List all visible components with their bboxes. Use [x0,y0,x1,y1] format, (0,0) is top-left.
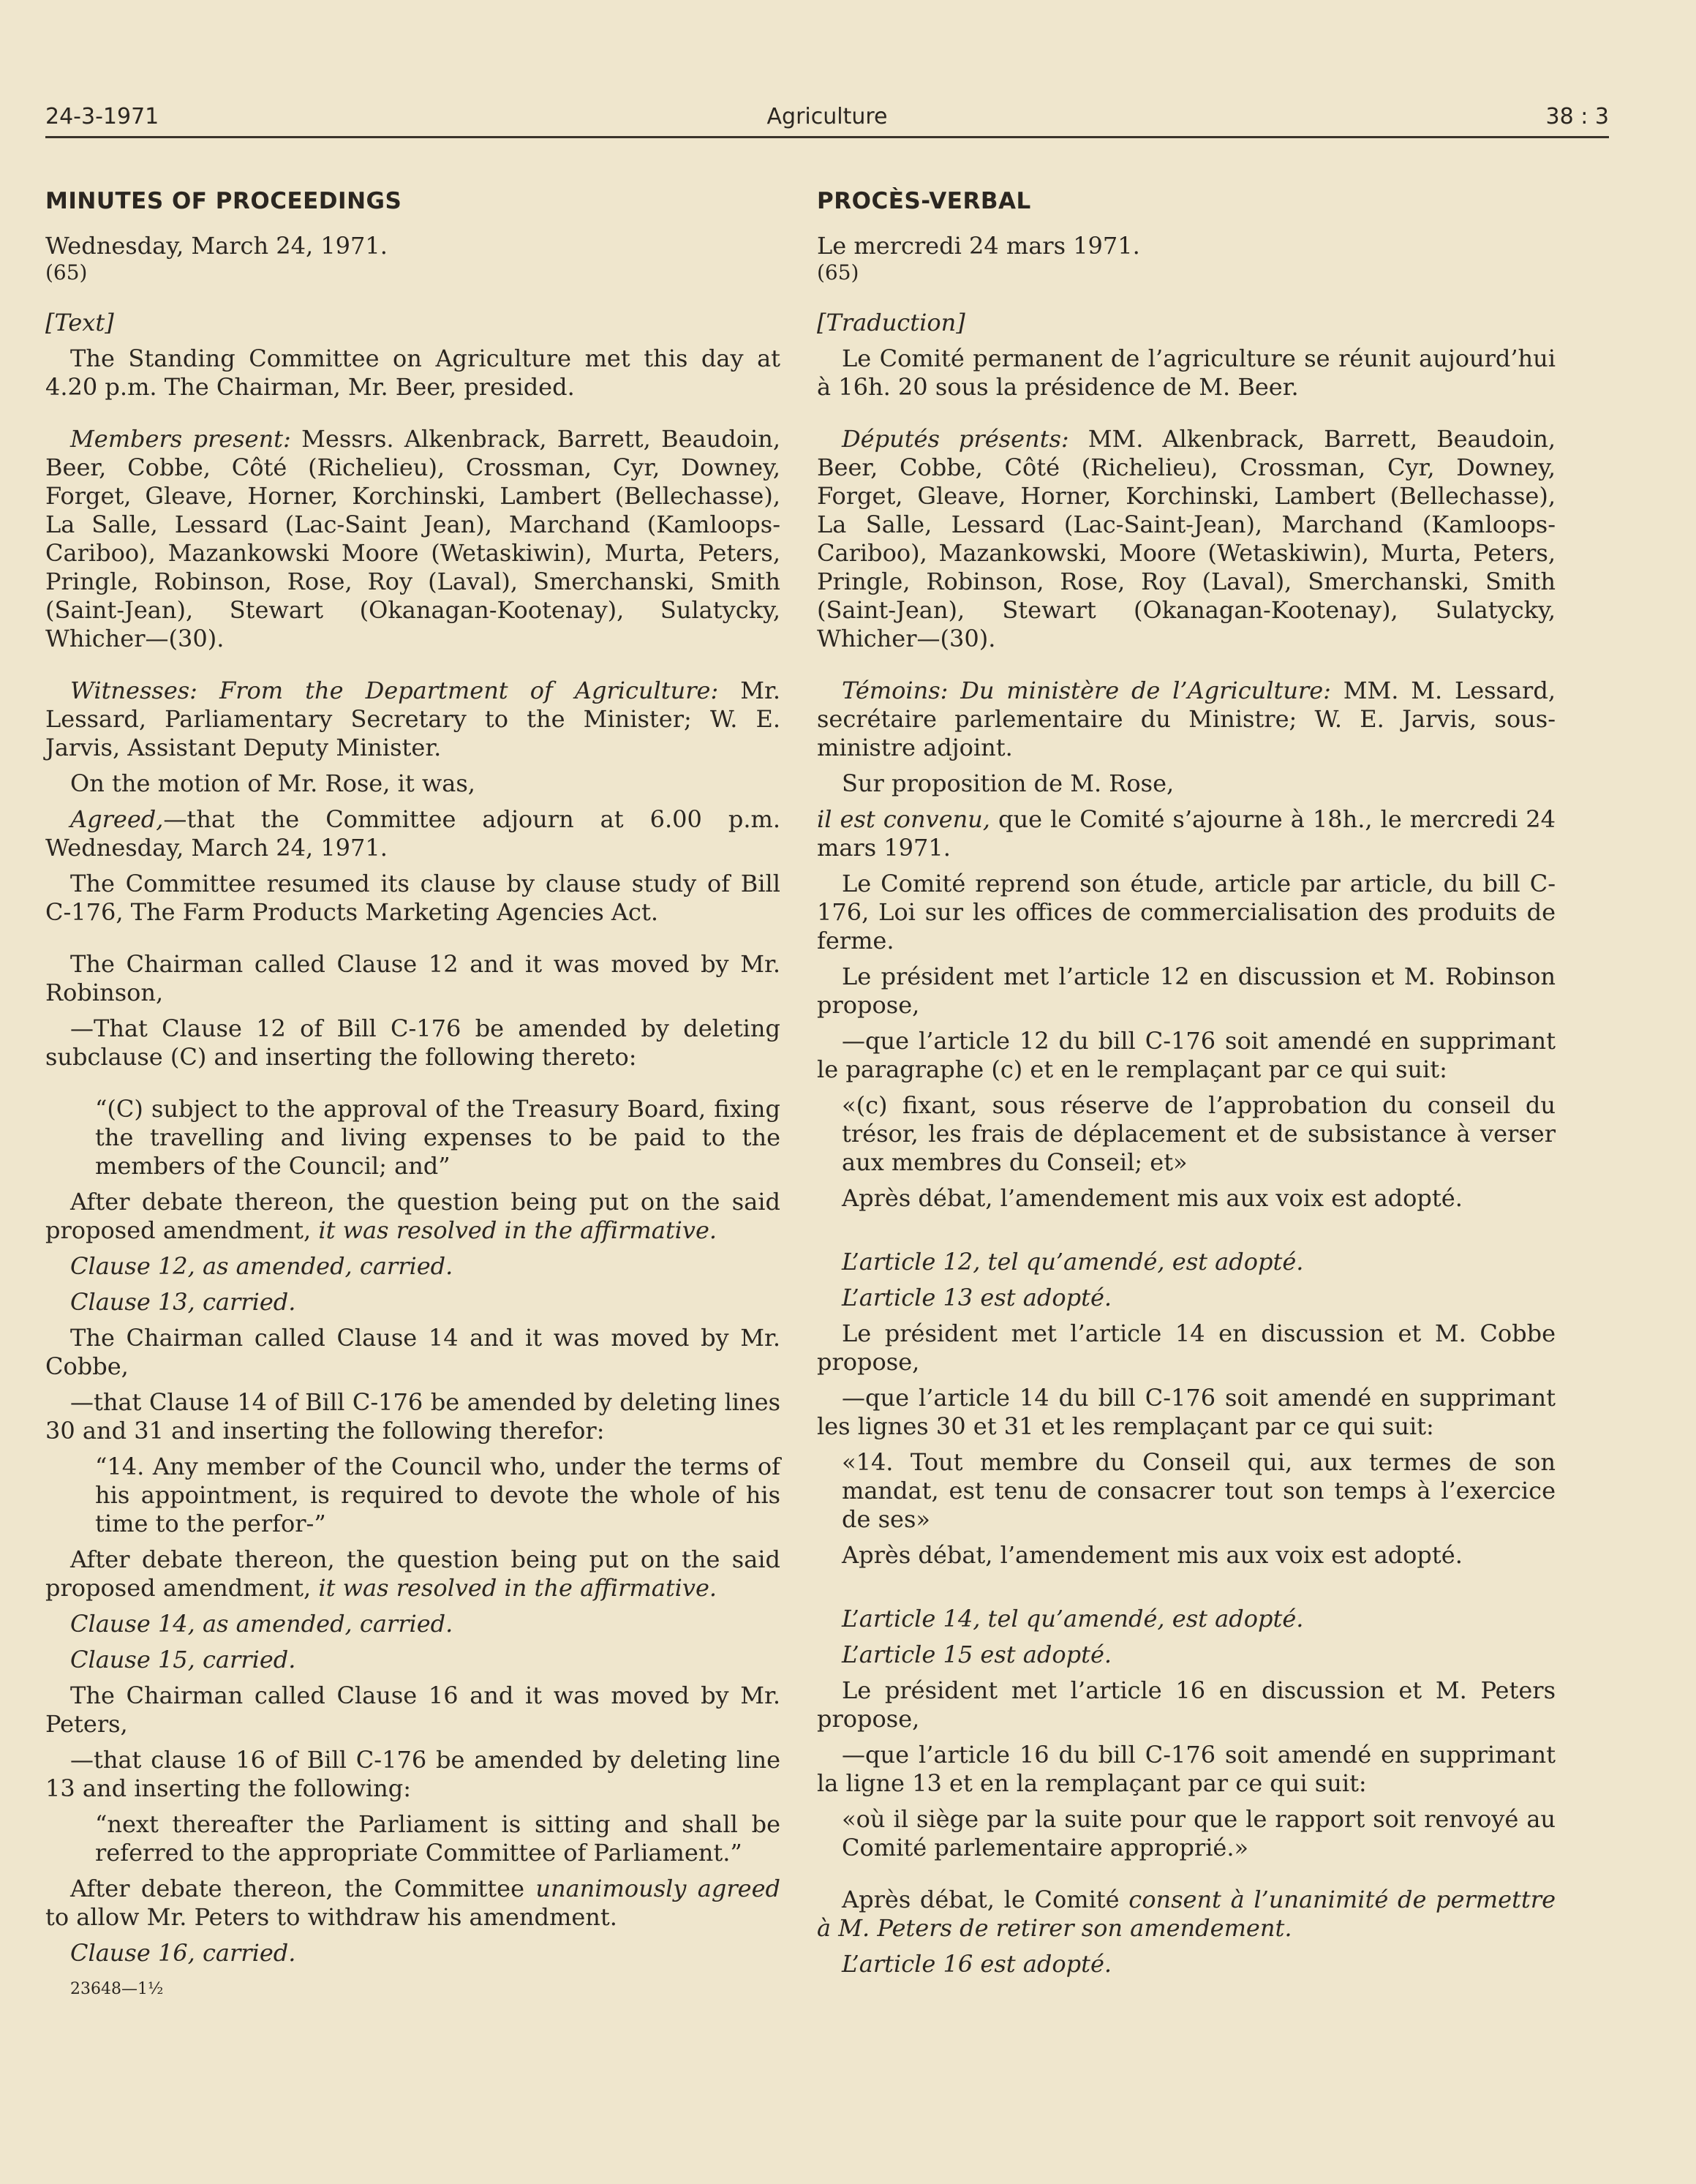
en-clause16-called: The Chairman called Clause 16 and it was moved by Mr. Peters, [45,1682,780,1738]
footer-code: 23648—1½ [70,1980,164,1998]
en-clause16-quote: “next thereafter the Parliament is sitting and shall be referred to the appropriate Committee of Parliament.” [95,1810,780,1867]
header-page-number: 38 : 3 [1545,104,1609,129]
fr-clause14-quote: «14. Tout membre du Conseil qui, aux termes de son mandat, est tenu de consacrer tout son temps à l’exercice de ses» [842,1448,1556,1533]
fr-motion: Sur proposition de M. Rose, [842,769,1175,797]
en-members-list: Messrs. Alkenbrack, Barrett, Beaudoin, Beer, Cobbe, Côté (Richelieu), Crossman, Cyr, Downey, Forget, Gleave, Horner, Korchinski, Lambert (Bellechasse), La Salle, Lessard (Lac-Saint Jean), Marchand (Kamloops-Cariboo), Mazankowski Moore (Wetaskiwin), Murta, Peters, Pringle, Robinson, Rose, Roy (Laval), Smerchanski, Smith (Saint-Jean), Stewart (Okanagan-Kootenay), Sulatycky, Whicher—(30). [45,425,781,652]
en-debate-2-a: After debate thereon, the question being put on the said proposed amendment, [45,1545,780,1602]
en-debate-3-c: to allow Mr. Peters to withdraw his amendment. [45,1903,617,1931]
en-agreed-label: Agreed, [70,805,164,833]
en-witnesses [45,677,780,762]
en-debate-3 [45,1875,780,1932]
en-clause12-motion: —That Clause 12 of Bill C-176 be amended by deleting subclause (C) and inserting the following thereto: [45,1014,780,1071]
fr-debate-3-a: Après débat, le Comité [842,1886,1120,1913]
fr-clause12-carried: L’article 12, tel qu’amendé, est adopté. [842,1248,1304,1276]
fr-witnesses-text: MM. M. Lessard, secrétaire parlementaire du Ministre; W. E. Jarvis, sous-ministre adjoint. [817,677,1556,761]
en-agreed-text: —that the Committee adjourn at 6.00 p.m. Wednesday, March 24, 1971. [45,805,780,862]
fr-agreed [817,805,1556,862]
en-clause14-quote: “14. Any member of the Council who, under the terms of his appointment, is required to devote the whole of his time to the perfor-” [95,1453,780,1537]
fr-clause16-motion: —que l’article 16 du bill C-176 soit amendé en supprimant la ligne 13 et en la remplaçant par ce qui suit: [817,1741,1556,1797]
fr-clause14-motion: —que l’article 14 du bill C-176 soit amendé en supprimant les lignes 30 et 31 et les remplaçant par ce qui suit: [817,1384,1556,1440]
fr-clause14-called: Le président met l’article 14 en discussion et M. Cobbe propose, [817,1319,1556,1376]
fr-clause15-carried: L’article 15 est adopté. [842,1641,1112,1668]
fr-clause13-carried: L’article 13 est adopté. [842,1284,1112,1311]
fr-clause16-carried: L’article 16 est adopté. [842,1950,1112,1978]
en-debate-2-b: it was resolved in the affirmative. [311,1574,717,1602]
fr-debate-2: Après débat, l’amendement mis aux voix est adopté. [842,1541,1463,1569]
en-debate-1 [45,1188,780,1245]
en-clause12-called: The Chairman called Clause 12 and it was moved by Mr. Robinson, [45,950,780,1006]
en-debate-3-b: unanimously agreed [524,1875,780,1902]
en-members-present [45,425,780,653]
page-header [45,104,1609,138]
header-date: 24-3-1971 [45,104,159,129]
fr-clause12-motion: —que l’article 12 du bill C-176 soit amendé en supprimant le paragraphe (c) et en le remplaçant par ce qui suit: [817,1027,1556,1083]
fr-date-line: Le mercredi 24 mars 1971. [817,232,1140,260]
en-witnesses-text: Mr. Lessard, Parliamentary Secretary to the Minister; W. E. Jarvis, Assistant Deputy Minister. [45,677,781,761]
en-date-line: Wednesday, March 24, 1971. [45,232,388,260]
en-opening: The Standing Committee on Agriculture met this day at 4.20 p.m. The Chairman, Mr. Beer, presided. [45,344,780,401]
en-debate-1-b: it was resolved in the affirmative. [311,1216,717,1244]
fr-debate-3 [817,1886,1556,1943]
fr-members-label: Députés présents: [842,425,1069,453]
en-debate-3-a: After debate thereon, the Committee [70,1875,524,1902]
en-session-number: (65) [45,260,88,285]
fr-debate-3-b: consent à l’unanimité de permettre à M. Peters de retirer son amendement. [817,1886,1556,1942]
fr-session-number: (65) [817,260,859,285]
en-debate-2 [45,1545,780,1603]
en-motion: On the motion of Mr. Rose, it was, [70,769,475,797]
fr-clause16-called: Le président met l’article 16 en discussion et M. Peters propose, [817,1676,1556,1733]
en-clause13-carried: Clause 13, carried. [70,1288,296,1316]
fr-clause12-quote: «(c) fixant, sous réserve de l’approbation du conseil du trésor, les frais de déplacement et de subsistance à verser aux membres du Conseil; et» [842,1091,1556,1176]
en-clause14-called: The Chairman called Clause 14 and it was moved by Mr. Cobbe, [45,1324,780,1380]
en-clause16-motion: —that clause 16 of Bill C-176 be amended by deleting line 13 and inserting the following: [45,1746,780,1802]
fr-clause14-carried: L’article 14, tel qu’amendé, est adopté. [842,1605,1304,1633]
en-members-label: Members present: [70,425,291,453]
en-heading: MINUTES OF PROCEEDINGS [45,188,402,214]
fr-text-marker: [Traduction] [817,309,965,336]
fr-resumed: Le Comité reprend son étude, article par article, du bill C-176, Loi sur les offices de commercialisation des produits de ferme. [817,870,1556,954]
en-text-marker: [Text] [45,309,114,336]
en-debate-1-a: After debate thereon, the question being put on the said proposed amendment, [45,1188,780,1244]
en-clause15-carried: Clause 15, carried. [70,1646,296,1673]
fr-clause12-called: Le président met l’article 12 en discussion et M. Robinson propose, [817,963,1556,1019]
fr-agreed-text: que le Comité s’ajourne à 18h., le mercredi 24 mars 1971. [817,805,1556,862]
fr-clause16-quote: «où il siège par la suite pour que le rapport soit renvoyé au Comité parlementaire approprié.» [842,1805,1556,1861]
en-clause12-quote: “(C) subject to the approval of the Treasury Board, fixing the travelling and living expenses to be paid to the members of the Council; and” [95,1095,780,1180]
fr-debate-1: Après débat, l’amendement mis aux voix est adopté. [842,1184,1463,1212]
fr-heading: PROCÈS-VERBAL [817,188,1031,214]
en-witnesses-label: Witnesses: From the Department of Agriculture: [70,677,719,704]
fr-agreed-label: il est convenu, [817,805,990,833]
english-column [45,181,780,2003]
en-clause14-motion: —that Clause 14 of Bill C-176 be amended by deleting lines 30 and 31 and inserting the following therefor: [45,1388,780,1445]
en-resumed: The Committee resumed its clause by clause study of Bill C-176, The Farm Products Marketing Agencies Act. [45,870,780,926]
header-title: Agriculture [766,104,888,129]
fr-members-list: MM. Alkenbrack, Barrett, Beaudoin, Beer, Cobbe, Côté (Richelieu), Crossman, Cyr, Downey, Forget, Gleave, Horner, Korchinski, Lambert (Bellechasse), La Salle, Lessard (Lac-Saint-Jean), Marchand (Kamloops-Cariboo), Mazankowski, Moore (Wetaskiwin), Murta, Peters, Pringle, Robinson, Rose, Roy (Laval), Smerchanski, Smith (Saint-Jean), Stewart (Okanagan-Kootenay), Sulatycky, Whicher—(30). [817,425,1556,652]
french-column [817,181,1556,1986]
en-clause16-carried: Clause 16, carried. [70,1939,296,1967]
fr-opening: Le Comité permanent de l’agriculture se réunit aujourd’hui à 16h. 20 sous la présidence de M. Beer. [817,344,1556,401]
en-clause14-carried: Clause 14, as amended, carried. [70,1610,453,1638]
fr-witnesses-label: Témoins: Du ministère de l’Agriculture: [842,677,1331,704]
en-clause12-carried: Clause 12, as amended, carried. [70,1252,453,1280]
fr-witnesses [817,677,1556,762]
en-agreed [45,805,780,862]
fr-members-present [817,425,1556,653]
